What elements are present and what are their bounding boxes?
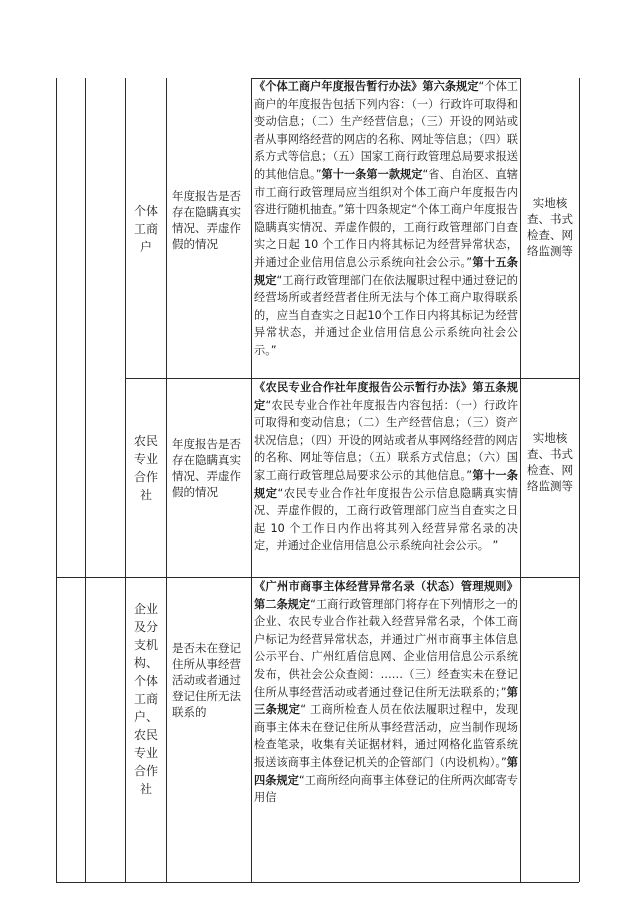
legal-basis-cell xyxy=(254,379,518,555)
basis-bold: 《农民专业合作社年度报告公示暂行办法》第五条规定 xyxy=(254,381,518,412)
basis-bold: 《个体工商户年度报告暂行办法》第六条规定 xyxy=(254,80,479,93)
check-item-text: 是否未在登记住所从事经营活动或者通过登记住所无法联系的 xyxy=(172,641,241,719)
subject-cell xyxy=(130,600,162,798)
subject-text: 农民专业合作社 xyxy=(133,434,158,502)
check-method-cell xyxy=(524,430,576,494)
column-line xyxy=(85,78,86,882)
basis-text: “工商行政管理部门将存在下列情形之一的企业、农民专业合作社载入经营异常名录，个体工商户标记为经营异常状态，并通过广州市商事主体信息公示平台、广州红盾信息网、企业信用信息公示系统发布，供社会公众查阅：……（三）经查实未在登记住所从事经营活动或者通过登记住所无法联系的；” xyxy=(254,597,518,699)
basis-bold: 第十一条规定 xyxy=(254,468,518,500)
basis-bold: 《广州市商事主体经营异常名录（状态）管理规则》第二条规定 xyxy=(254,580,518,611)
subject-cell xyxy=(130,202,162,256)
basis-text: “省、自治区、直辖市工商行政管理局应当组织对个体工商户年度报告内容进行随机抽查。”第十四条规定“个体工商户年度报告隐瞒真实情况、弄虚作假的，工商行政管理部门自查实之日起 10 个工作日内将其标记为经营异常状态，并通过企业信用信息公示系统向社会公示。” xyxy=(254,167,518,269)
basis-bold: 第十一条第一款规定 xyxy=(321,167,423,181)
subject-text: 个体工商户 xyxy=(133,204,158,254)
column-line xyxy=(125,78,126,882)
check-item-text: 年度报告是否存在隐瞒真实情况、弄虚作假的情况 xyxy=(172,189,241,251)
basis-bold: 第三条规定 xyxy=(254,685,518,717)
check-method-text: 实地核查、书式检查、网络监测等 xyxy=(527,196,573,258)
check-item-text: 年度报告是否存在隐瞒真实情况、弄虚作假的情况 xyxy=(172,437,241,499)
column-line xyxy=(56,78,57,882)
table-bottom-rule xyxy=(56,882,579,883)
column-line xyxy=(166,78,167,882)
legal-basis-cell xyxy=(254,578,518,882)
column-line xyxy=(520,78,521,882)
basis-bold: 第四条规定 xyxy=(254,755,518,787)
basis-text: “工商所经向商事主体登记的住所两次邮寄专用信 xyxy=(254,773,518,805)
check-method-text: 实地核查、书式检查、网络监测等 xyxy=(527,431,573,493)
column-line xyxy=(579,78,580,882)
basis-text: “农民专业合作社年度报告公示信息隐瞒真实情况、弄虚作假的，工商行政管理部门应当自查实之日起 10 个工作日内作出将其列入经营异常名录的决定，并通过企业信用信息公示系统向社会公示。 ” xyxy=(254,486,518,553)
subject-cell xyxy=(130,432,162,504)
check-item-cell xyxy=(172,188,246,252)
check-item-cell xyxy=(172,436,246,500)
basis-text: “个体工商户的年度报告包括下列内容：（一）行政许可取得和变动信息；（二）生产经营信息；（三）开设的网站或者从事网络经营的网店的名称、网址等信息；（四）联系方式等信息；（五）国家工商行政管理总局要求报送的其他信息。” xyxy=(254,80,518,181)
basis-bold: 第十五条规定 xyxy=(254,255,518,287)
basis-text: “工商行政管理部门在依法履职过程中通过登记的经营场所或者经营者住所无法与个体工商户取得联系的，应当自查实之日起10个工作日内将其标记为经营异常状态，并通过企业信用信息公示系统向社会公示。” xyxy=(254,273,518,357)
legal-basis-cell xyxy=(254,78,518,360)
basis-text: “ 工商所检查人员在依法履职过程中，发现商事主体未在登记住所从事经营活动，应当制作现场检查笔录，收集有关证据材料，通过网格化监管系统报送该商事主体登记机关的企管部门（内设机构）。” xyxy=(254,703,518,769)
subject-text: 企业及分支机构、个体工商户、农民专业合作社 xyxy=(133,602,158,796)
column-line xyxy=(251,78,252,882)
check-method-cell xyxy=(524,195,576,259)
basis-text: “农民专业合作社年度报告内容包括：（一）行政许可取得和变动信息；（二）生产经营信息；（三）资产状况信息；（四）开设的网站或者从事网络经营的网店的名称、网址等信息；（五）联系方式信息；（六）国家工商行政管理总局要求公示的其他信息。” xyxy=(254,398,518,482)
check-item-cell xyxy=(172,640,248,720)
